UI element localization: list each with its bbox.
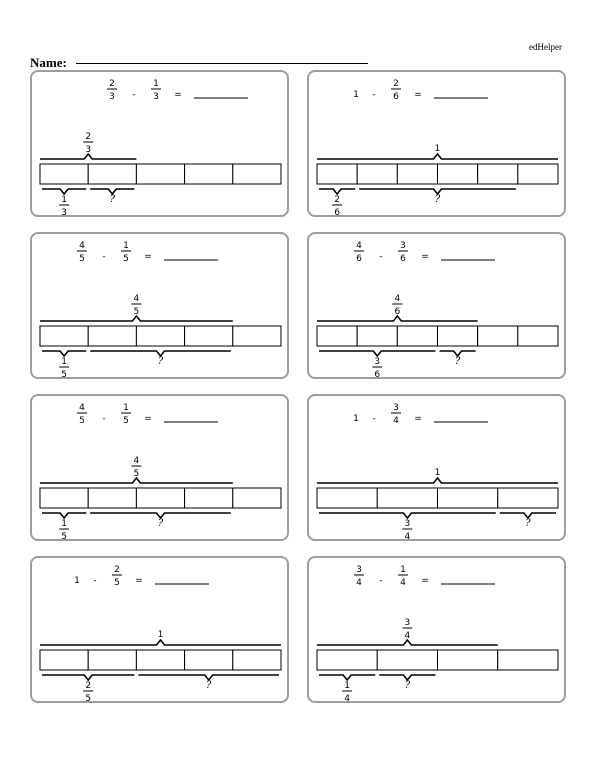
expression-2-token-3: = bbox=[414, 90, 422, 100]
expression-8-token-1: - bbox=[379, 576, 383, 586]
fraction-bar-3-segment-1 bbox=[40, 326, 88, 346]
fraction-bar-1-segment-3 bbox=[136, 164, 184, 184]
top-label-5 bbox=[131, 456, 141, 479]
expression-5-token-0-denominator: 5 bbox=[79, 416, 85, 426]
expression-7-token-3: = bbox=[135, 576, 143, 586]
bottom-brace-1-1 bbox=[42, 189, 86, 194]
fraction-bar-5-segment-2 bbox=[88, 488, 136, 508]
expression-8-token-3: = bbox=[421, 576, 429, 586]
top-label-3-numerator: 4 bbox=[133, 294, 140, 304]
expression-2-token-2-denominator: 6 bbox=[393, 92, 399, 102]
fraction-bar-4-segment-1 bbox=[317, 326, 357, 346]
bottom-label-5-2 bbox=[158, 518, 164, 529]
bottom-label-7-1-denominator: 5 bbox=[85, 694, 92, 704]
expression-3-token-2-denominator: 5 bbox=[123, 254, 129, 264]
bottom-label-3-1-numerator: 1 bbox=[61, 357, 67, 367]
expression-4-token-0 bbox=[354, 241, 364, 264]
brand-label: edHelper bbox=[529, 42, 562, 52]
bottom-label-4-1-denominator: 6 bbox=[374, 370, 381, 380]
bottom-label-2-1-numerator: 2 bbox=[334, 195, 340, 205]
expression-5-token-0 bbox=[77, 403, 87, 426]
expression-5-token-2-numerator: 1 bbox=[123, 403, 129, 413]
top-label-2 bbox=[435, 144, 441, 154]
fraction-bar-6-segment-3 bbox=[438, 488, 498, 508]
bottom-label-2-1-denominator: 6 bbox=[334, 208, 340, 218]
fraction-bar-2-segment-6 bbox=[518, 164, 558, 184]
top-label-7-whole: 1 bbox=[157, 630, 164, 640]
expression-5-token-2-denominator: 5 bbox=[123, 416, 129, 426]
problem-card-7 bbox=[30, 556, 289, 703]
bottom-label-7-1 bbox=[83, 681, 93, 704]
problem-card-3 bbox=[30, 232, 289, 379]
top-label-2-whole: 1 bbox=[434, 144, 441, 154]
expression-3-token-2 bbox=[121, 241, 131, 264]
expression-5-token-0-numerator: 4 bbox=[79, 403, 85, 413]
fraction-bar-1-segment-5 bbox=[233, 164, 281, 184]
problem-card-8 bbox=[307, 556, 566, 703]
bottom-label-7-2-question: ? bbox=[206, 680, 212, 691]
expression-2-token-1: - bbox=[372, 90, 376, 100]
expression-7-token-2 bbox=[112, 565, 122, 588]
fraction-bar-1-segment-2 bbox=[88, 164, 136, 184]
expression-3-token-3: = bbox=[144, 252, 152, 262]
bottom-label-8-1 bbox=[342, 681, 352, 704]
expression-4-token-0-numerator: 4 bbox=[356, 241, 362, 251]
fraction-bar-2-segment-5 bbox=[478, 164, 518, 184]
top-label-3 bbox=[131, 294, 141, 317]
bottom-label-8-2 bbox=[405, 680, 411, 691]
top-brace-7 bbox=[40, 640, 281, 645]
bottom-label-5-1 bbox=[59, 519, 69, 542]
expression-3-token-1: - bbox=[102, 252, 106, 262]
expression-8-token-0-numerator: 3 bbox=[356, 565, 362, 575]
fraction-bar-3-segment-3 bbox=[136, 326, 184, 346]
top-label-7 bbox=[158, 630, 164, 640]
problem-card-1 bbox=[30, 70, 289, 217]
expression-5-token-3: = bbox=[144, 414, 152, 424]
bottom-label-1-2 bbox=[110, 194, 116, 205]
fraction-bar-1-segment-4 bbox=[185, 164, 233, 184]
expression-8-token-0-denominator: 4 bbox=[356, 578, 362, 588]
bottom-label-8-1-denominator: 4 bbox=[344, 694, 350, 704]
fraction-bar-5-segment-4 bbox=[185, 488, 233, 508]
problem-8-diagram bbox=[309, 558, 568, 705]
fraction-bar-5-segment-5 bbox=[233, 488, 281, 508]
name-label: Name: bbox=[30, 55, 67, 70]
expression-8-token-2-denominator: 4 bbox=[400, 578, 406, 588]
expression-1-token-1: - bbox=[132, 90, 136, 100]
bottom-label-7-2 bbox=[206, 680, 212, 691]
bottom-label-3-2-question: ? bbox=[157, 356, 164, 367]
fraction-bar-8-segment-2 bbox=[377, 650, 437, 670]
expression-6-token-2 bbox=[391, 403, 401, 426]
expression-6-token-2-denominator: 4 bbox=[393, 416, 399, 426]
bottom-label-1-1-denominator: 3 bbox=[61, 208, 67, 218]
expression-8-token-0 bbox=[354, 565, 364, 588]
fraction-bar-7-segment-2 bbox=[88, 650, 136, 670]
expression-1-token-2-numerator: 1 bbox=[153, 79, 159, 89]
name-row bbox=[30, 52, 67, 71]
expression-7-token-1: - bbox=[93, 576, 97, 586]
fraction-bar-5-segment-1 bbox=[40, 488, 88, 508]
fraction-bar-7-segment-1 bbox=[40, 650, 88, 670]
expression-6-token-2-numerator: 3 bbox=[393, 403, 399, 413]
bottom-label-6-2 bbox=[525, 518, 531, 529]
problem-5-diagram bbox=[32, 396, 291, 543]
fraction-bar-4-segment-3 bbox=[397, 326, 437, 346]
bottom-label-5-2-question: ? bbox=[157, 518, 164, 529]
fraction-bar-6-segment-2 bbox=[377, 488, 437, 508]
fraction-bar-2-segment-2 bbox=[357, 164, 397, 184]
problem-card-2 bbox=[307, 70, 566, 217]
problem-1-diagram bbox=[32, 72, 291, 219]
top-label-5-numerator: 4 bbox=[133, 456, 140, 466]
bottom-label-4-2-question: ? bbox=[454, 356, 461, 367]
bottom-label-3-1-denominator: 5 bbox=[61, 370, 67, 380]
bottom-label-2-1 bbox=[332, 195, 342, 218]
problem-2-diagram bbox=[309, 72, 568, 219]
top-label-4-numerator: 4 bbox=[394, 294, 401, 304]
top-label-1 bbox=[83, 132, 93, 155]
expression-2-token-2 bbox=[391, 79, 401, 102]
fraction-bar-8-segment-4 bbox=[498, 650, 558, 670]
bottom-brace-8-1 bbox=[319, 675, 375, 680]
expression-1-token-0-denominator: 3 bbox=[109, 92, 115, 102]
fraction-bar-7-segment-4 bbox=[185, 650, 233, 670]
expression-3-token-0-numerator: 4 bbox=[79, 241, 85, 251]
bottom-label-6-1-numerator: 3 bbox=[404, 519, 411, 529]
expression-5-token-1: - bbox=[102, 414, 106, 424]
bottom-label-7-1-numerator: 2 bbox=[85, 681, 92, 691]
expression-6-token-3: = bbox=[414, 414, 422, 424]
fraction-bar-2-segment-4 bbox=[438, 164, 478, 184]
bottom-label-1-1-numerator: 1 bbox=[61, 195, 67, 205]
expression-4-token-1: - bbox=[379, 252, 383, 262]
bottom-label-2-2 bbox=[435, 194, 441, 205]
expression-7-token-0: 1 bbox=[74, 576, 80, 586]
problem-7-diagram bbox=[32, 558, 291, 705]
fraction-bar-4-segment-4 bbox=[438, 326, 478, 346]
fraction-bar-6-segment-4 bbox=[498, 488, 558, 508]
fraction-bar-2-segment-1 bbox=[317, 164, 357, 184]
expression-7-token-2-denominator: 5 bbox=[114, 578, 120, 588]
top-label-1-denominator: 3 bbox=[85, 145, 92, 155]
expression-7-token-2-numerator: 2 bbox=[114, 565, 120, 575]
fraction-bar-4-segment-6 bbox=[518, 326, 558, 346]
expression-2-token-0: 1 bbox=[353, 90, 359, 100]
expression-4-token-2-denominator: 6 bbox=[400, 254, 406, 264]
name-line[interactable] bbox=[76, 63, 368, 64]
top-brace-2 bbox=[317, 154, 558, 159]
expression-8-token-2-numerator: 1 bbox=[400, 565, 406, 575]
fraction-bar-8-segment-1 bbox=[317, 650, 377, 670]
bottom-brace-7-1 bbox=[42, 675, 134, 680]
problem-card-6 bbox=[307, 394, 566, 541]
bottom-label-3-2 bbox=[158, 356, 164, 367]
fraction-bar-3-segment-5 bbox=[233, 326, 281, 346]
expression-5-token-2 bbox=[121, 403, 131, 426]
problem-card-4 bbox=[307, 232, 566, 379]
problem-3-diagram bbox=[32, 234, 291, 381]
expression-8-token-2 bbox=[398, 565, 408, 588]
top-label-8 bbox=[402, 618, 412, 641]
top-label-6 bbox=[435, 468, 441, 478]
expression-3-token-2-numerator: 1 bbox=[123, 241, 129, 251]
bottom-brace-2-1 bbox=[319, 189, 355, 194]
bottom-label-1-1 bbox=[59, 195, 69, 218]
top-label-8-numerator: 3 bbox=[404, 618, 411, 628]
fraction-bar-3-segment-2 bbox=[88, 326, 136, 346]
fraction-bar-2-segment-3 bbox=[397, 164, 437, 184]
bottom-brace-3-1 bbox=[42, 351, 86, 356]
problem-card-5 bbox=[30, 394, 289, 541]
expression-4-token-2 bbox=[398, 241, 408, 264]
bottom-label-8-2-question: ? bbox=[404, 680, 411, 691]
expression-1-token-2-denominator: 3 bbox=[153, 92, 159, 102]
expression-6-token-1: - bbox=[372, 414, 376, 424]
bottom-label-4-1-numerator: 3 bbox=[374, 357, 381, 367]
fraction-bar-7-segment-3 bbox=[136, 650, 184, 670]
expression-4-token-3: = bbox=[421, 252, 429, 262]
expression-3-token-0 bbox=[77, 241, 87, 264]
top-label-3-denominator: 5 bbox=[133, 307, 140, 317]
expression-4-token-0-denominator: 6 bbox=[356, 254, 362, 264]
top-label-4 bbox=[392, 294, 402, 317]
fraction-bar-8-segment-3 bbox=[438, 650, 498, 670]
fraction-bar-5-segment-3 bbox=[136, 488, 184, 508]
fraction-bar-7-segment-5 bbox=[233, 650, 281, 670]
expression-1-token-0 bbox=[107, 79, 117, 102]
expression-6-token-0: 1 bbox=[353, 414, 359, 424]
fraction-bar-4-segment-2 bbox=[357, 326, 397, 346]
top-label-1-numerator: 2 bbox=[85, 132, 92, 142]
expression-3-token-0-denominator: 5 bbox=[79, 254, 85, 264]
fraction-bar-4-segment-5 bbox=[478, 326, 518, 346]
fraction-bar-3-segment-4 bbox=[185, 326, 233, 346]
bottom-brace-6-1 bbox=[319, 513, 496, 518]
bottom-label-1-2-question: ? bbox=[109, 194, 115, 205]
problem-4-diagram bbox=[309, 234, 568, 381]
expression-1-token-3: = bbox=[174, 90, 182, 100]
top-label-8-denominator: 4 bbox=[404, 631, 411, 641]
bottom-label-6-1 bbox=[402, 519, 412, 542]
fraction-bar-6-segment-1 bbox=[317, 488, 377, 508]
bottom-label-8-1-numerator: 1 bbox=[344, 681, 350, 691]
fraction-bar-1-segment-1 bbox=[40, 164, 88, 184]
top-label-4-denominator: 6 bbox=[394, 307, 401, 317]
bottom-brace-5-1 bbox=[42, 513, 86, 518]
problem-6-diagram bbox=[309, 396, 568, 543]
expression-1-token-0-numerator: 2 bbox=[109, 79, 115, 89]
bottom-label-4-2 bbox=[455, 356, 461, 367]
top-brace-6 bbox=[317, 478, 558, 483]
bottom-label-5-1-numerator: 1 bbox=[61, 519, 67, 529]
bottom-brace-4-1 bbox=[319, 351, 436, 356]
expression-4-token-2-numerator: 3 bbox=[400, 241, 406, 251]
top-label-6-whole: 1 bbox=[434, 468, 441, 478]
top-label-5-denominator: 5 bbox=[133, 469, 140, 479]
bottom-label-3-1 bbox=[59, 357, 69, 380]
bottom-label-6-1-denominator: 4 bbox=[404, 532, 411, 542]
bottom-label-6-2-question: ? bbox=[525, 518, 531, 529]
expression-2-token-2-numerator: 2 bbox=[393, 79, 399, 89]
expression-1-token-2 bbox=[151, 79, 161, 102]
bottom-label-2-2-question: ? bbox=[434, 194, 441, 205]
bottom-label-4-1 bbox=[372, 357, 382, 380]
bottom-label-5-1-denominator: 5 bbox=[61, 532, 67, 542]
